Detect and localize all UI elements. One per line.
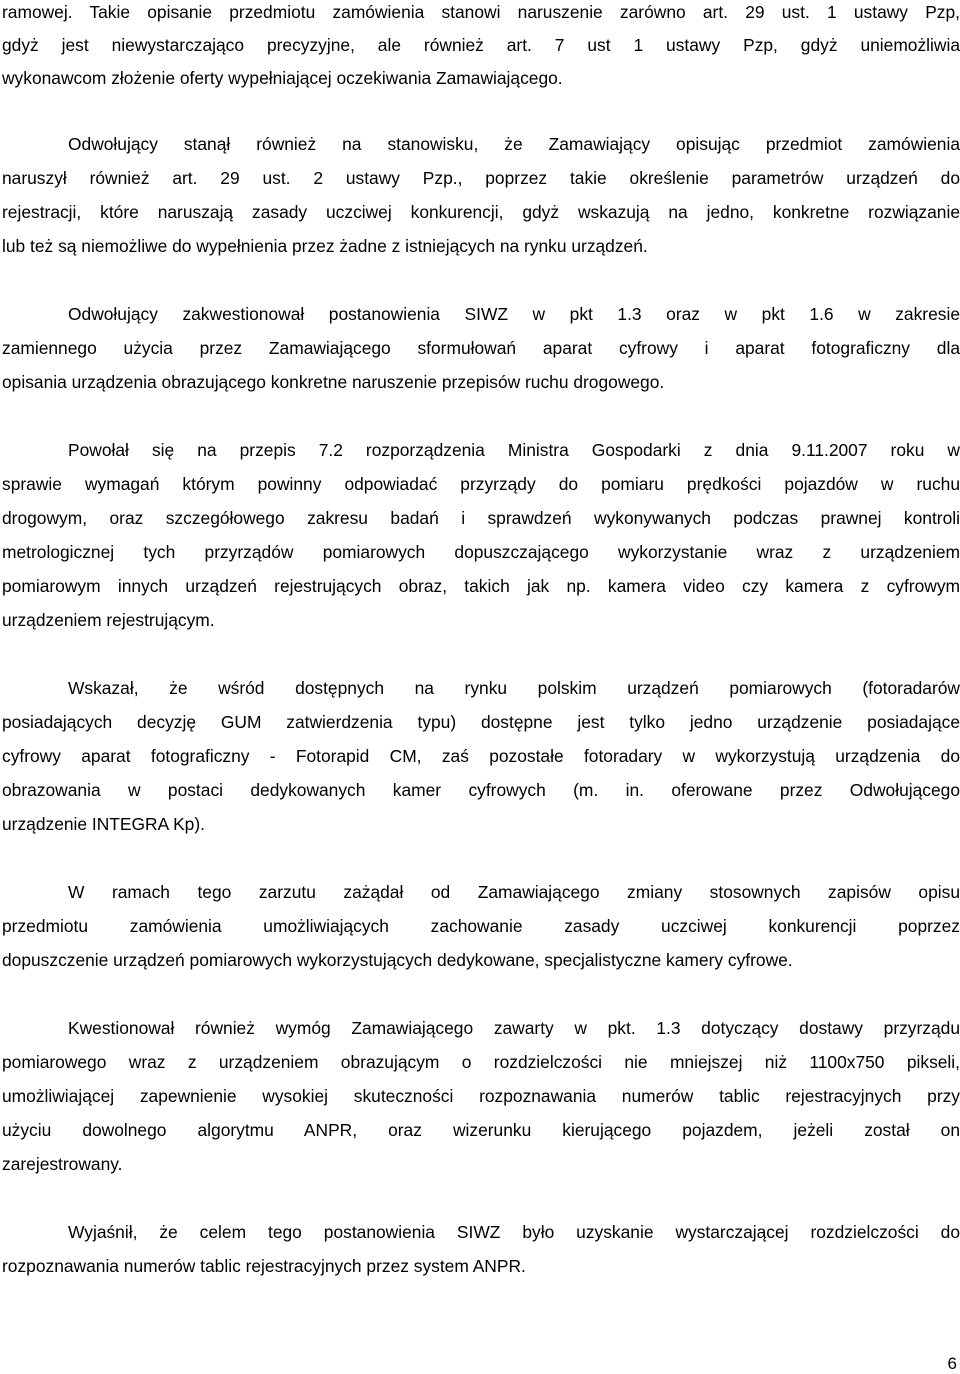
text-line: zarejestrowany. bbox=[2, 1154, 123, 1174]
text-line: użyciu dowolnego algorytmu ANPR, oraz wizerunku kierującego pojazdem, jeżeli został on bbox=[2, 1120, 960, 1140]
text-line: lub też są niemożliwe do wypełnienia przez żadne z istniejących na rynku urządzeń. bbox=[2, 236, 648, 256]
text-line: drogowym, oraz szczegółowego zakresu badań i sprawdzeń wykonywanych podczas prawnej kontroli bbox=[2, 508, 960, 528]
text-line: pomiarowego wraz z urządzeniem obrazującym o rozdzielczości nie mniejszej niż 1100x750 pikseli, bbox=[2, 1052, 960, 1072]
text-line: umożliwiającej zapewnienie wysokiej skuteczności rozpoznawania numerów tablic rejestracyjnych przy bbox=[2, 1086, 960, 1106]
text-line: Kwestionował również wymóg Zamawiającego zawarty w pkt. 1.3 dotyczący dostawy przyrządu bbox=[68, 1018, 960, 1038]
text-line: W ramach tego zarzutu zażądał od Zamawiającego zmiany stosownych zapisów opisu bbox=[68, 882, 960, 902]
text-line: pomiarowym innych urządzeń rejestrujących obraz, takich jak np. kamera video czy kamera z cyfrowym bbox=[2, 576, 960, 596]
text-line: naruszył również art. 29 ust. 2 ustawy Pzp., poprzez takie określenie parametrów urządzeń do bbox=[2, 168, 960, 188]
text-line: Wskazał, że wśród dostępnych na rynku polskim urządzeń pomiarowych (fotoradarów bbox=[68, 678, 960, 698]
text-line: obrazowania w postaci dedykowanych kamer cyfrowych (m. in. oferowane przez Odwołującego bbox=[2, 780, 960, 800]
text-line: ramowej. Takie opisanie przedmiotu zamówienia stanowi naruszenie zarówno art. 29 ust. 1 ustawy Pzp, bbox=[2, 2, 960, 22]
text-line: urządzenie INTEGRA Kp). bbox=[2, 814, 205, 834]
text-line: sprawie wymagań którym powinny odpowiadać przyrządy do pomiaru prędkości pojazdów w ruchu bbox=[2, 474, 960, 494]
text-line: opisania urządzenia obrazującego konkretne naruszenie przepisów ruchu drogowego. bbox=[2, 372, 665, 392]
text-line: urządzeniem rejestrującym. bbox=[2, 610, 215, 630]
page-number: 6 bbox=[947, 1354, 957, 1373]
text-line: zamiennego użycia przez Zamawiającego sformułowań aparat cyfrowy i aparat fotograficzny dla bbox=[2, 338, 960, 358]
text-line: dopuszczenie urządzeń pomiarowych wykorzystujących dedykowane, specjalistyczne kamery cyfrowe. bbox=[2, 950, 793, 970]
text-line: posiadających decyzję GUM zatwierdzenia typu) dostępne jest tylko jedno urządzenie posiadające bbox=[2, 712, 960, 732]
text-line: Odwołujący stanął również na stanowisku, że Zamawiający opisując przedmiot zamówienia bbox=[68, 134, 960, 154]
text-line: Wyjaśnił, że celem tego postanowienia SIWZ było uzyskanie wystarczającej rozdzielczości do bbox=[68, 1222, 960, 1242]
text-line: cyfrowy aparat fotograficzny - Fotorapid CM, zaś pozostałe fotoradary w wykorzystują urządzenia do bbox=[2, 746, 960, 766]
text-line: rozpoznawania numerów tablic rejestracyjnych przez system ANPR. bbox=[2, 1256, 526, 1276]
text-line: metrologicznej tych przyrządów pomiarowych dopuszczającego wykorzystanie wraz z urządzeniem bbox=[2, 542, 960, 562]
text-line: wykonawcom złożenie oferty wypełniającej oczekiwania Zamawiającego. bbox=[2, 68, 563, 88]
text-line: gdyż jest niewystarczająco precyzyjne, ale również art. 7 ust 1 ustawy Pzp, gdyż uniemożliwia bbox=[2, 35, 960, 55]
text-line: rejestracji, które naruszają zasady uczciwej konkurencji, gdyż wskazują na jedno, konkretne rozwiązanie bbox=[2, 202, 960, 222]
text-line: Powołał się na przepis 7.2 rozporządzenia Ministra Gospodarki z dnia 9.11.2007 roku w bbox=[68, 440, 960, 460]
text-line: Odwołujący zakwestionował postanowienia SIWZ w pkt 1.3 oraz w pkt 1.6 w zakresie bbox=[68, 304, 960, 324]
text-line: przedmiotu zamówienia umożliwiających zachowanie zasady uczciwej konkurencji poprzez bbox=[2, 916, 960, 936]
